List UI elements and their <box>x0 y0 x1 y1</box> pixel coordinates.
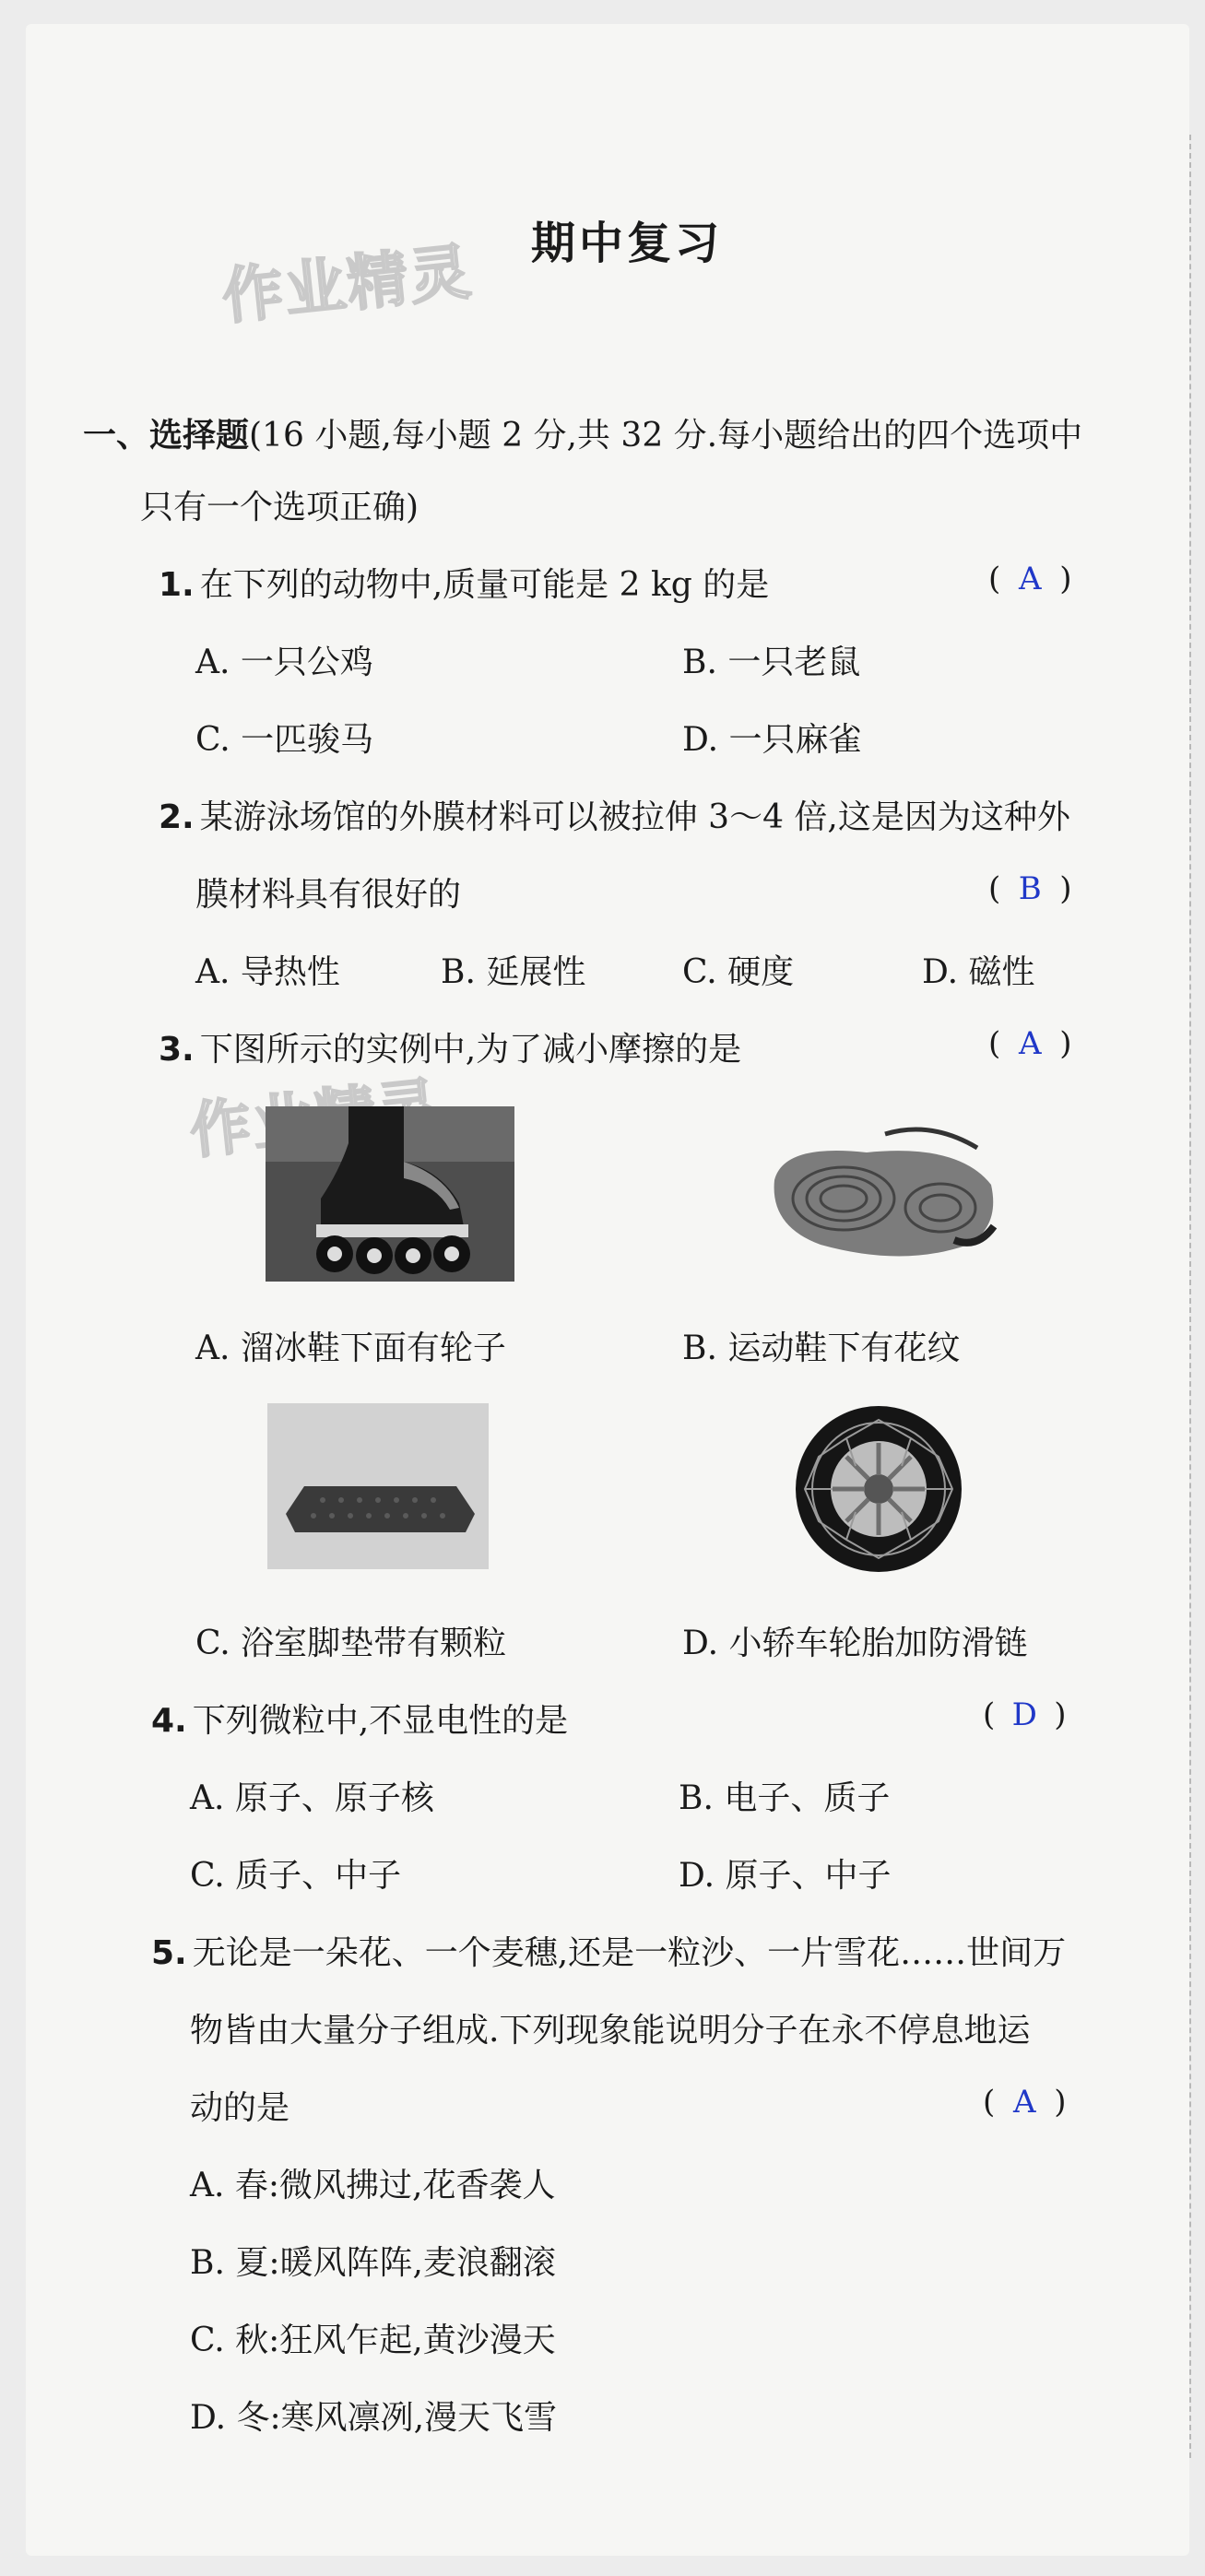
question-3-stem <box>159 1023 741 1070</box>
answer-blank <box>988 1025 1072 1062</box>
watermark: 作业精灵 <box>219 235 476 333</box>
tire-chain-photo <box>791 1401 966 1577</box>
option-d: D. 原子、中子 <box>679 1857 892 1895</box>
option-d: D. 一只麻雀 <box>682 721 862 759</box>
page-title: 期中复习 <box>530 218 723 269</box>
paren-close: ) <box>1059 870 1072 907</box>
sneaker-sole-photo <box>756 1116 1005 1272</box>
question-5-stem-cont: 动的是 <box>190 2089 290 2127</box>
section-description-cont: 只有一个选项正确) <box>140 489 419 526</box>
option-c: C. 质子、中子 <box>190 1857 402 1895</box>
question-5-stem-cont: 物皆由大量分子组成.下列现象能说明分子在永不停息地运 <box>190 2012 1031 2050</box>
answer-blank <box>988 561 1072 597</box>
question-1-stem <box>159 559 769 606</box>
inline-skate-image <box>266 1106 514 1282</box>
option-b: B. 一只老鼠 <box>682 644 861 681</box>
paren-close: ) <box>1059 561 1072 597</box>
option-a: A. 溜冰鞋下面有轮子 <box>195 1329 506 1367</box>
bath-mat-photo <box>267 1403 489 1569</box>
question-text: 某游泳场馆的外膜材料可以被拉伸 3～4 倍,这是因为这种外 <box>199 798 1070 836</box>
option-c: C. 一匹骏马 <box>195 721 374 759</box>
question-2-stem <box>159 791 1070 838</box>
question-text: 在下列的动物中,质量可能是 2 kg 的是 <box>199 566 770 604</box>
paren-open: ( <box>988 561 1001 597</box>
option-b: B. 电子、质子 <box>679 1779 891 1817</box>
option-a: A. 春:微风拂过,花香袭人 <box>190 2167 556 2204</box>
question-4-stem <box>151 1695 568 1742</box>
question-number: 1. <box>159 566 195 604</box>
option-a: A. 导热性 <box>195 953 340 991</box>
sneaker-sole-image <box>756 1116 1005 1272</box>
paren-close: ) <box>1054 2084 1067 2121</box>
inline-skate-photo <box>266 1106 514 1282</box>
section-intro <box>83 409 1082 456</box>
option-a: A. 原子、原子核 <box>190 1779 434 1817</box>
question-text: 无论是一朵花、一个麦穗,还是一粒沙、一片雪花……世间万 <box>192 1934 1067 1972</box>
bath-mat-image <box>267 1403 489 1569</box>
option-b: B. 夏:暖风阵阵,麦浪翻滚 <box>190 2244 556 2282</box>
paren-open: ( <box>988 1025 1001 1062</box>
section-description: (16 小题,每小题 2 分,共 32 分.每小题给出的四个选项中 <box>249 417 1083 455</box>
question-text: 下图所示的实例中,为了减小摩擦的是 <box>199 1031 742 1069</box>
tire-chain-image <box>791 1401 966 1577</box>
paren-close: ) <box>1059 1025 1072 1062</box>
option-b: B. 运动鞋下有花纹 <box>682 1329 961 1367</box>
option-c: C. 硬度 <box>682 953 795 991</box>
question-number: 3. <box>159 1031 195 1069</box>
option-c: C. 秋:狂风乍起,黄沙漫天 <box>190 2322 556 2359</box>
paren-open: ( <box>983 2084 996 2121</box>
question-2-stem-cont: 膜材料具有很好的 <box>195 876 462 914</box>
option-b: B. 延展性 <box>441 953 586 991</box>
paren-open: ( <box>983 1696 996 1733</box>
option-d: D. 磁性 <box>922 953 1035 991</box>
option-d: D. 冬:寒风凛冽,漫天飞雪 <box>190 2399 558 2437</box>
fold-line <box>1189 135 1191 2458</box>
option-a: A. 一只公鸡 <box>195 644 373 681</box>
question-text: 下列微粒中,不显电性的是 <box>192 1702 569 1740</box>
answer-letter: A <box>1018 561 1042 597</box>
paren-open: ( <box>988 870 1001 907</box>
section-heading: 一、选择题 <box>83 417 250 455</box>
answer-blank <box>988 870 1072 907</box>
answer-letter: D <box>1011 1696 1037 1733</box>
question-number: 5. <box>151 1934 187 1972</box>
question-5-stem <box>151 1927 1066 1974</box>
answer-letter: A <box>1012 2084 1036 2121</box>
answer-letter: A <box>1018 1025 1042 1062</box>
option-c: C. 浴室脚垫带有颗粒 <box>195 1625 507 1662</box>
answer-blank <box>983 2084 1067 2121</box>
paren-close: ) <box>1054 1696 1067 1733</box>
answer-letter: B <box>1018 870 1042 907</box>
answer-blank <box>983 1696 1067 1733</box>
question-number: 2. <box>159 798 195 836</box>
question-number: 4. <box>151 1702 187 1740</box>
option-d: D. 小轿车轮胎加防滑链 <box>682 1625 1028 1662</box>
